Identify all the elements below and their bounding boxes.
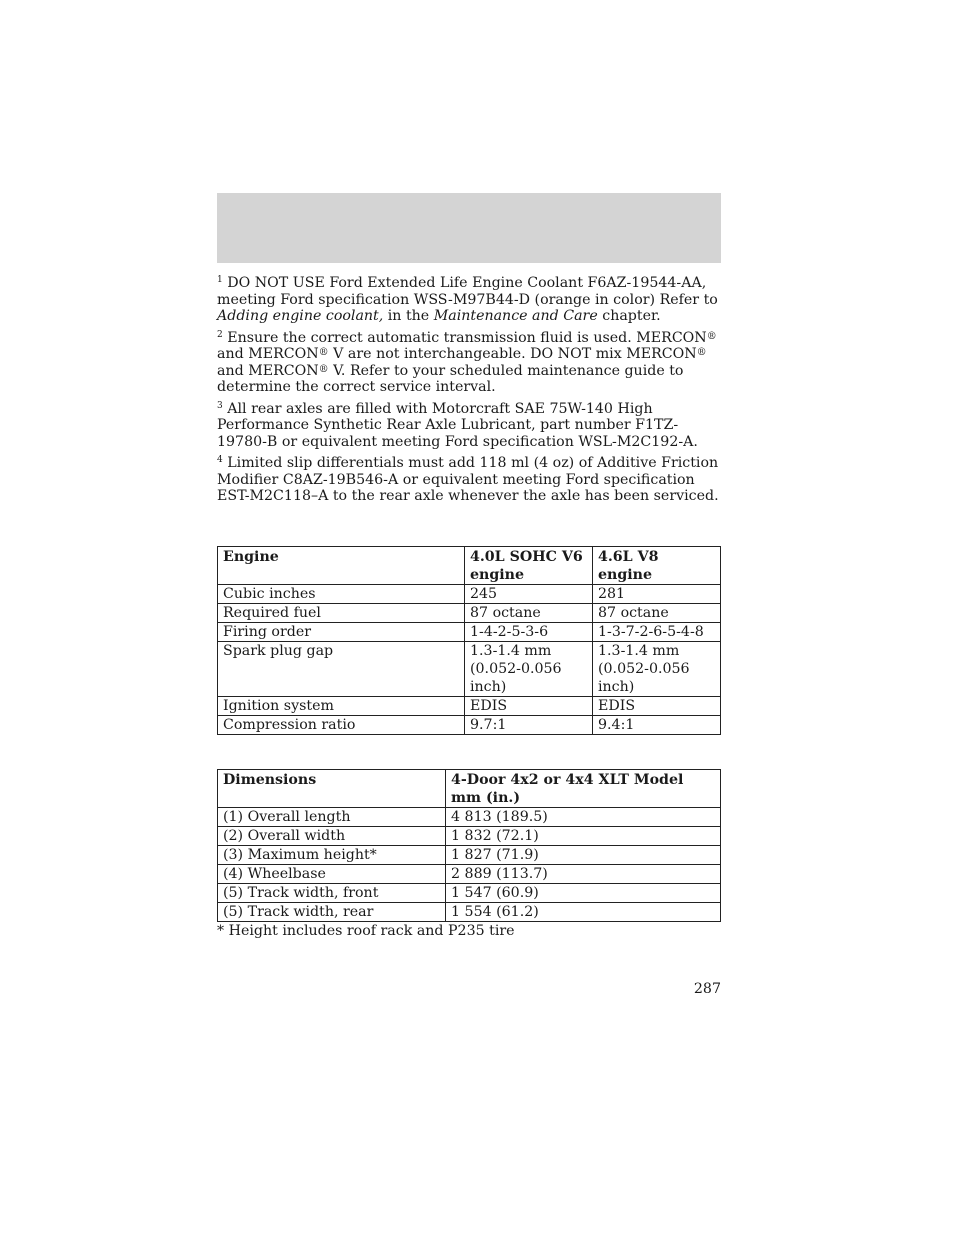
height-note: * Height includes roof rack and P235 tire <box>217 923 515 939</box>
footnote-text: chapter. <box>597 308 661 324</box>
footnote-number: 3 <box>217 400 223 411</box>
table-cell: Spark plug gap <box>218 642 465 697</box>
table-header-row <box>218 547 721 585</box>
footnote-italic: Maintenance and Care <box>433 308 598 324</box>
table-row <box>218 623 721 642</box>
table-cell: Required fuel <box>218 604 465 623</box>
footnote-text: and MERCON <box>217 346 319 362</box>
footnote-text: and MERCON <box>217 362 319 379</box>
footnote-text: DO NOT USE Ford Extended Life Engine Coolant F6AZ-19544-AA, meeting Ford specification WSS-M97B44-D (orange in color) Refer to <box>217 275 718 308</box>
section-header-band <box>217 193 721 263</box>
table-header-row <box>218 770 721 808</box>
footnote-4 <box>217 455 723 505</box>
table-row <box>218 827 721 846</box>
table-cell: 281 <box>593 585 721 604</box>
table-cell: 1.3-1.4 mm (0.052-0.056 inch) <box>593 642 721 697</box>
footnotes <box>217 275 723 510</box>
footnote-italic: Adding engine coolant, <box>217 308 384 324</box>
table-row <box>218 884 721 903</box>
table-cell: (5) Track width, front <box>218 884 446 903</box>
footnote-number: 2 <box>217 329 223 340</box>
table-row <box>218 604 721 623</box>
table-cell: 87 octane <box>465 604 593 623</box>
table-row <box>218 808 721 827</box>
table-cell: 87 octane <box>593 604 721 623</box>
dimensions-table <box>217 769 721 922</box>
table-cell: 9.7:1 <box>465 716 593 735</box>
table-cell: (4) Wheelbase <box>218 865 446 884</box>
registered-mark: ® <box>706 330 717 342</box>
table-cell: Ignition system <box>218 697 465 716</box>
table-cell: 1-3-7-2-6-5-4-8 <box>593 623 721 642</box>
table-cell: 245 <box>465 585 593 604</box>
table-cell: 1.3-1.4 mm (0.052-0.056 inch) <box>465 642 593 697</box>
table-row <box>218 697 721 716</box>
footnote-text: Limited slip differentials must add 118 ml (4 oz) of Additive Friction Modifier C8AZ-19B546-A or equivalent meeting Ford specification EST-M2C118–A to the rear axle whenever the axle has been serviced. <box>217 455 719 504</box>
footnote-2 <box>217 330 723 396</box>
table-cell: Cubic inches <box>218 585 465 604</box>
table-cell: (1) Overall length <box>218 808 446 827</box>
table-cell: 1 827 (71.9) <box>446 846 721 865</box>
table-cell: (3) Maximum height* <box>218 846 446 865</box>
page-number: 287 <box>693 981 721 997</box>
table-cell: 9.4:1 <box>593 716 721 735</box>
header-cell: 4-Door 4x2 or 4x4 XLT Model mm (in.) <box>446 770 721 808</box>
footnote-3 <box>217 401 723 451</box>
table-cell: Firing order <box>218 623 465 642</box>
registered-mark: ® <box>318 347 329 358</box>
table-cell: 1-4-2-5-3-6 <box>465 623 593 642</box>
table-row <box>218 585 721 604</box>
table-row <box>218 716 721 735</box>
table-cell: 2 889 (113.7) <box>446 865 721 884</box>
footnote-text: Ensure the correct automatic transmission fluid is used. MERCON <box>227 329 707 346</box>
footnote-number: 1 <box>217 275 223 285</box>
table-cell: EDIS <box>465 697 593 716</box>
header-cell: 4.6L V8 engine <box>593 547 721 585</box>
table-row <box>218 642 721 697</box>
table-cell: 1 547 (60.9) <box>446 884 721 903</box>
table-row <box>218 903 721 922</box>
footnote-number: 4 <box>217 455 223 465</box>
footnote-text: V. Refer to your scheduled maintenance guide to determine the correct service interval. <box>217 362 684 395</box>
table-cell: (2) Overall width <box>218 827 446 846</box>
table-row <box>218 846 721 865</box>
footnote-text: V are not interchangeable. DO NOT mix MERCON <box>328 346 697 362</box>
table-cell: 1 554 (61.2) <box>446 903 721 922</box>
footnote-text: All rear axles are filled with Motorcraft SAE 75W-140 High Performance Synthetic Rear Axle Lubricant, part number F1TZ-19780-B or equivalent meeting Ford specification WSL-M2C192-A. <box>217 400 698 450</box>
table-cell: Compression ratio <box>218 716 465 735</box>
table-cell: (5) Track width, rear <box>218 903 446 922</box>
table-cell: 4 813 (189.5) <box>446 808 721 827</box>
header-cell: Engine <box>218 547 465 585</box>
engine-specifications-table <box>217 546 721 735</box>
header-cell: 4.0L SOHC V6 engine <box>465 547 593 585</box>
table-cell: 1 832 (72.1) <box>446 827 721 846</box>
table-row <box>218 865 721 884</box>
registered-mark: ® <box>696 347 707 358</box>
footnote-1 <box>217 275 723 325</box>
registered-mark: ® <box>318 363 329 375</box>
footnote-text: in the <box>383 308 434 324</box>
header-cell: Dimensions <box>218 770 446 808</box>
table-cell: EDIS <box>593 697 721 716</box>
